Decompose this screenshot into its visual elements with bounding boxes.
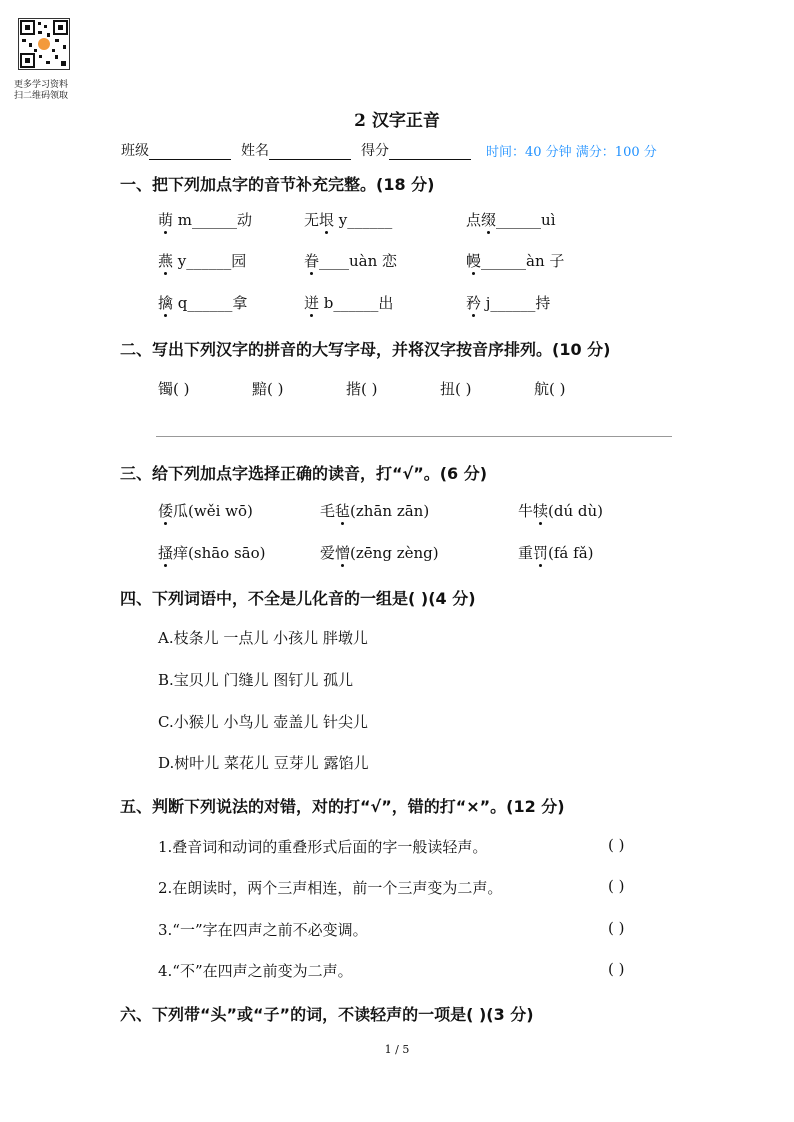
dotted-char: 搔: [158, 544, 174, 562]
dotted-char: 犊: [533, 502, 549, 520]
item-text: 重: [518, 544, 534, 562]
s2-item-1: 镯( ): [158, 380, 190, 398]
item-text: 爱: [320, 544, 336, 562]
dotted-char: 幔: [466, 252, 482, 270]
s5-statement-2: 2.在朗读时，两个三声相连，前一个三声变为二声。: [158, 879, 503, 897]
item-text: (zēng zèng): [350, 544, 439, 562]
item-text: 牛: [518, 502, 534, 520]
item-text: 毛: [320, 502, 336, 520]
item-text: (fá fǎ): [548, 544, 594, 562]
dotted-char: 毡: [335, 502, 351, 520]
item-text: b______出: [319, 294, 394, 312]
s1-item-9: [466, 292, 550, 313]
item-text: ______àn 子: [481, 252, 565, 270]
class-label: 班级: [121, 143, 149, 159]
s5-answer-bracket-2[interactable]: ( ): [608, 877, 625, 895]
s1-item-5: [304, 250, 397, 271]
item-text: 痒(shāo sāo): [173, 544, 266, 562]
class-field[interactable]: [121, 140, 231, 160]
s3-item-5: [320, 542, 439, 563]
dotted-char: 迸: [304, 294, 320, 312]
s1-item-6: [466, 250, 564, 271]
s1-item-1: [158, 209, 252, 230]
qr-code: [18, 18, 70, 70]
item-text: j______持: [481, 294, 551, 312]
s4-option-c: C.小猴儿 小鸟儿 壶盖儿 针尖儿: [158, 713, 369, 731]
dotted-char: 垠: [319, 211, 335, 229]
score-blank[interactable]: [389, 145, 471, 160]
item-text: q______拿: [173, 294, 248, 312]
s5-answer-bracket-1[interactable]: ( ): [608, 836, 625, 854]
page-number: 1 / 5: [384, 1043, 410, 1056]
qr-code-icon: [19, 19, 69, 69]
item-text: y______: [334, 211, 393, 229]
s3-item-2: [320, 500, 429, 521]
s1-item-3: [466, 209, 556, 230]
s1-item-8: [304, 292, 393, 313]
name-blank[interactable]: [269, 145, 351, 160]
item-text: m______动: [173, 211, 253, 229]
item-text: (zhān zān): [350, 502, 430, 520]
dotted-char: 燕: [158, 252, 174, 270]
item-text: y______园: [173, 252, 247, 270]
item-text: ______uì: [496, 211, 556, 229]
dotted-char: 倭: [158, 502, 174, 520]
item-text: 瓜(wěi wō): [173, 502, 253, 520]
s2-item-4: 扭( ): [440, 380, 472, 398]
dotted-char: 憎: [335, 544, 351, 562]
section-3-heading: 三、给下列加点字选择正确的读音，打“√”。(6 分): [120, 464, 488, 483]
section-5-heading: 五、判断下列说法的对错，对的打“√”，错的打“×”。(12 分): [120, 797, 565, 816]
dotted-char: 矜: [466, 294, 482, 312]
s5-statement-3: 3.“一”字在四声之前不必变调。: [158, 921, 368, 939]
s1-item-7: [158, 292, 247, 313]
s5-statement-1: 1.叠音词和动词的重叠形式后面的字一般读轻声。: [158, 838, 488, 856]
answer-line[interactable]: [156, 436, 672, 437]
s2-item-3: 揩( ): [346, 380, 378, 398]
item-text: (dú dù): [548, 502, 604, 520]
dotted-char: 擒: [158, 294, 174, 312]
s5-statement-4: 4.“不”在四声之前变为二声。: [158, 962, 353, 980]
qr-caption-line-1: 更多学习资料: [14, 80, 69, 90]
s4-option-d: D.树叶儿 菜花儿 豆芽儿 露馅儿: [158, 754, 369, 772]
name-label: 姓名: [241, 143, 269, 159]
dotted-char: 眷: [304, 252, 320, 270]
s2-item-2: 黯( ): [252, 380, 284, 398]
score-label: 得分: [361, 143, 389, 159]
time-score-info: 时间：40 分钟 满分：100 分: [486, 145, 657, 160]
s2-item-5: 航( ): [534, 380, 566, 398]
score-field[interactable]: [361, 140, 471, 160]
section-4-heading: 四、下列词语中，不全是儿化音的一组是( )(4 分): [120, 589, 476, 608]
s3-item-6: [518, 542, 594, 563]
item-text: 无: [304, 211, 320, 229]
s1-item-4: [158, 250, 246, 271]
s4-option-b: B.宝贝儿 门缝儿 图钉儿 孤儿: [158, 671, 354, 689]
dotted-char: 萌: [158, 211, 174, 229]
s5-answer-bracket-3[interactable]: ( ): [608, 919, 625, 937]
section-1-heading: 一、把下列加点字的音节补充完整。(18 分): [120, 175, 435, 194]
section-2-heading: 二、写出下列汉字的拼音的大写字母，并将汉字按音序排列。(10 分): [120, 340, 611, 359]
section-6-heading: 六、下列带“头”或“子”的词，不读轻声的一项是( )(3 分): [120, 1005, 534, 1024]
s1-item-2: [304, 209, 392, 230]
qr-caption-line-2: 扫二维码领取: [14, 91, 69, 101]
page-title: 2 汉字正音: [354, 111, 440, 131]
s4-option-a: A.枝条儿 一点儿 小孩儿 胖墩儿: [158, 629, 368, 647]
dotted-char: 罚: [533, 544, 549, 562]
item-text: 点: [466, 211, 482, 229]
s3-item-3: [518, 500, 603, 521]
s5-answer-bracket-4[interactable]: ( ): [608, 960, 625, 978]
s3-item-4: [158, 542, 266, 563]
s3-item-1: [158, 500, 253, 521]
dotted-char: 缀: [481, 211, 497, 229]
item-text: ____uàn 恋: [319, 252, 398, 270]
name-field[interactable]: [241, 140, 351, 160]
class-blank[interactable]: [149, 145, 231, 160]
